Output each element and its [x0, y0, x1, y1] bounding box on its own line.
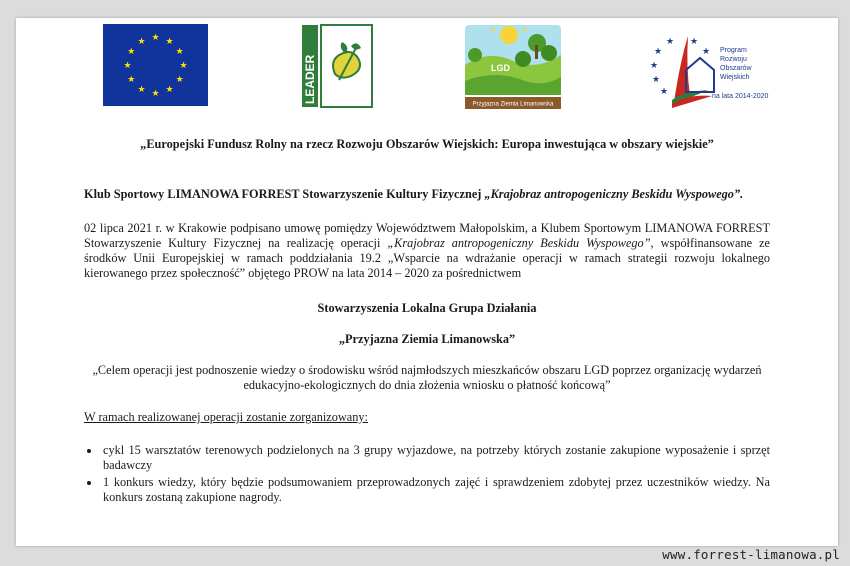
intro-text-italic: „Krajobraz antropogeniczny Beskidu Wyspowego”	[387, 236, 651, 250]
leader-logo	[301, 24, 373, 108]
lgd-logo	[465, 25, 561, 109]
svg-text:★: ★	[659, 87, 669, 97]
svg-text:★: ★	[165, 85, 174, 96]
activities-list	[84, 443, 770, 507]
svg-text:★: ★	[651, 75, 661, 85]
intro-paragraph	[84, 221, 770, 281]
fund-title: „Europejski Fundusz Rolny na rzecz Rozwoju Obszarów Wiejskich: Europa inwestująca w obszary wiejskie”	[140, 137, 714, 151]
eu-flag-logo	[103, 24, 208, 106]
document-page	[16, 18, 838, 546]
list-item: • 1 konkurs wiedzy, który będzie podsumowaniem przeprowadzonych zajęć i sprawdzeniem zdobytej przez uczestników wiedzy. Na konkurs zostaną zakupione nagrody.	[101, 475, 770, 505]
svg-text:Wiejskich: Wiejskich	[720, 74, 750, 81]
svg-text:★: ★	[151, 33, 160, 43]
club-heading-plain: Klub Sportowy LIMANOWA FORREST Stowarzyszenie Kultury Fizycznej	[84, 187, 485, 201]
list-intro: W ramach realizowanej operacji zostanie zorganizowany:	[84, 410, 368, 424]
svg-text:Program: Program	[720, 47, 747, 54]
svg-text:★: ★	[137, 85, 146, 96]
eu-stars-icon	[103, 24, 208, 106]
svg-text:LEADER: LEADER	[303, 54, 317, 104]
intro-text-b: , współfinansowane ze środków Unii Europejskiej w ramach poddziałania 19.2 „Wsparcie na wdrażanie operacji w ramach strategii rozwoju lokalnego kierowanego przez społeczność” objętego PROW na lata 2014 – 2020 za pośrednictwem	[84, 236, 770, 280]
svg-text:★: ★	[650, 61, 659, 71]
svg-text:★: ★	[151, 89, 160, 99]
list-item: • cykl 15 warsztatów terenowych podzielonych na 3 grupy wyjazdowe, na potrzeby których zostanie zakupione wyposażenie i sprzęt badawczy	[101, 443, 770, 473]
svg-text:★: ★	[653, 47, 663, 57]
svg-text:★: ★	[123, 61, 132, 71]
svg-text:★: ★	[175, 47, 184, 57]
svg-text:★: ★	[701, 47, 711, 57]
prow-logo	[650, 30, 770, 110]
svg-text:★: ★	[175, 75, 184, 85]
svg-text:Obszarów: Obszarów	[720, 65, 752, 72]
lgd-name: „Przyjazna Ziemia Limanowska”	[338, 332, 516, 346]
svg-text:★: ★	[137, 36, 146, 47]
svg-text:Przyjazna Ziemia Limanowska: Przyjazna Ziemia Limanowska	[472, 101, 554, 108]
club-heading-italic: „Krajobraz antropogeniczny Beskidu Wyspowego”.	[484, 187, 744, 201]
svg-text:★: ★	[689, 37, 699, 47]
svg-text:na lata 2014-2020: na lata 2014-2020	[712, 93, 769, 100]
svg-text:★: ★	[665, 37, 675, 47]
lgd-organization: Stowarzyszenia Lokalna Grupa Działania	[317, 301, 537, 315]
svg-text:LGD: LGD	[491, 63, 510, 73]
intro-text-a: 02 lipca 2021 r. w Krakowie podpisano umowę pomiędzy Województwem Małopolskim, a Klubem Sportowym LIMANOWA FORREST Stowarzyszenie Kultury Fizycznej na realizację operacji	[84, 221, 770, 250]
svg-text:★: ★	[127, 47, 136, 57]
website-watermark: www.forrest-limanowa.pl	[662, 547, 840, 562]
logo-bar	[16, 18, 838, 118]
svg-text:★: ★	[165, 36, 174, 47]
club-heading	[84, 187, 770, 202]
svg-text:★: ★	[179, 61, 188, 71]
operation-goal: „Celem operacji jest podnoszenie wiedzy o środowisku wśród najmłodszych mieszkańców obszaru LGD poprzez organizację wydarzeń edukacyjno-ekologicznych do dnia złożenia wniosku o płatność końcową”	[92, 363, 762, 392]
svg-text:Rozwoju: Rozwoju	[720, 56, 747, 63]
svg-text:★: ★	[127, 75, 136, 85]
